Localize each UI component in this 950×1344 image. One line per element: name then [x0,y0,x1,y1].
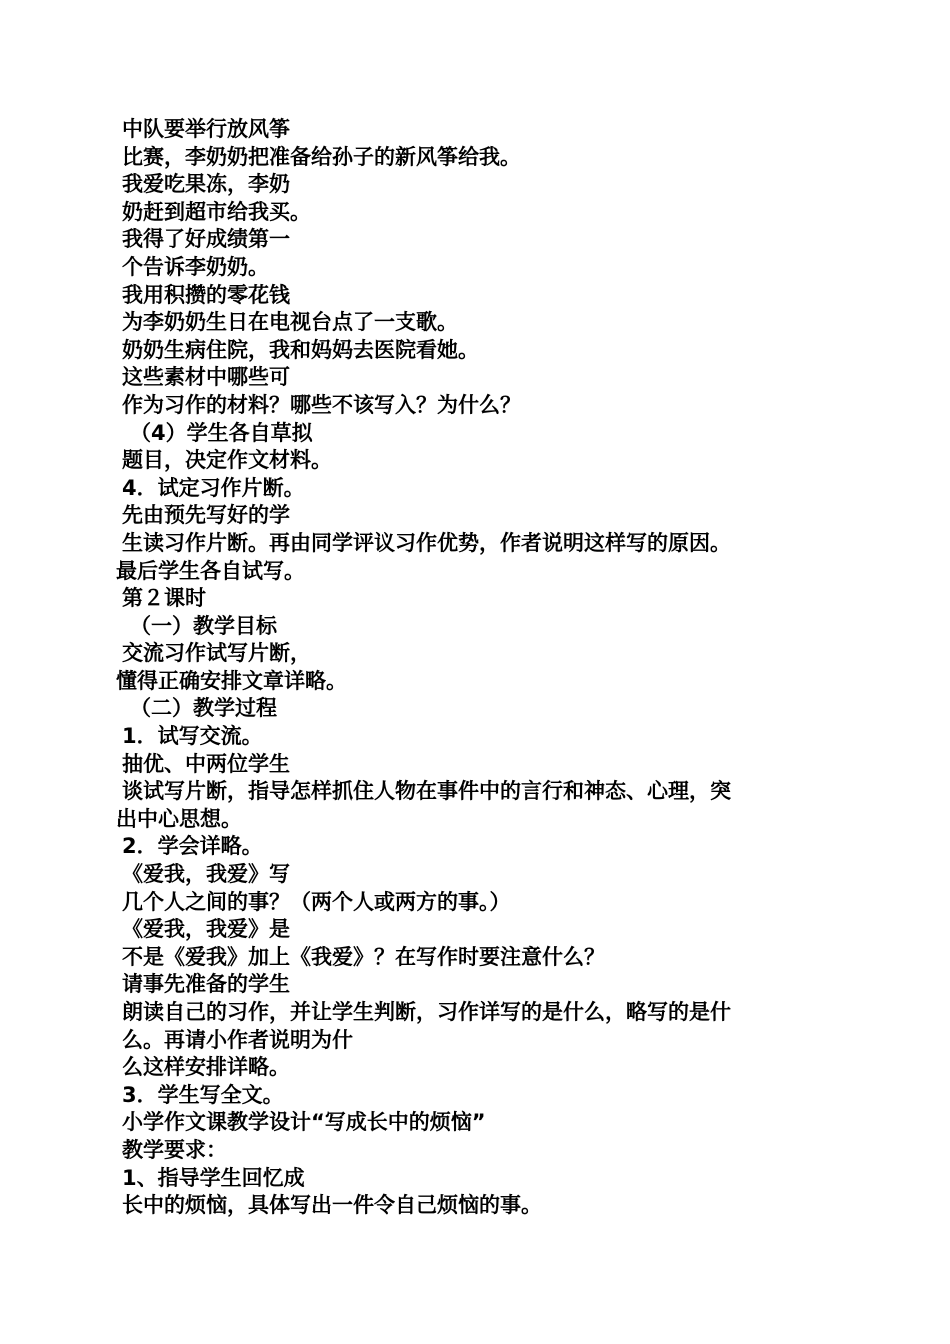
text-line: 谈试写片断，指导怎样抓住人物在事件中的言行和神态、心理，突 [122,779,731,804]
text-line: 长中的烦恼，具体写出一件令自己烦恼的事。 [122,1193,542,1218]
text-line: 4．试定习作片断。 [122,475,305,500]
text-line: 比赛，李奶奶把准备给孙子的新风筝给我。 [122,144,521,169]
text-line: 奶奶生病住院，我和妈妈去医院看她。 [122,337,479,362]
text-line: 请事先准备的学生 [122,972,290,997]
text-line: 作为习作的材料？哪些不该写入？为什么？ [122,392,521,417]
text-line: （二）教学过程 [130,696,277,721]
text-line: 交流习作试写片断， [122,641,311,666]
text-line: 个告诉李奶奶。 [122,254,269,279]
text-line: 奶赶到超市给我买。 [122,199,311,224]
text-line: 第２课时 [122,586,206,611]
text-line: 最后学生各自试写。 [116,558,305,583]
text-line: 3．学生写全文。 [122,1082,284,1107]
text-line: 懂得正确安排文章详略。 [116,668,347,693]
text-line: 《爱我，我爱》是 [122,917,290,942]
text-line: 抽优、中两位学生 [122,751,290,776]
text-line: 先由预先写好的学 [122,503,290,528]
text-line: 《爱我，我爱》写 [122,862,290,887]
text-line: 朗读自己的习作，并让学生判断，习作详写的是什么，略写的是什 [122,1000,731,1024]
text-line: 生读习作片断。再由同学评议习作优势，作者说明这样写的原因。 [122,530,731,555]
text-line: 中队要举行放风筝 [122,117,290,141]
text-line: 题目，决定作文材料。 [122,448,332,473]
text-line: 1、指导学生回忆成 [122,1165,305,1190]
lesson-plan-text [116,116,836,1220]
text-line: 么。再请小作者说明为什 [122,1027,353,1052]
text-line: 这些素材中哪些可 [122,365,290,390]
text-line: 几个人之间的事？（两个人或两方的事。） [122,889,511,914]
text-line: （一）教学目标 [130,613,277,638]
text-line: 我用积攒的零花钱 [122,282,290,307]
text-line: 我爱吃果冻，李奶 [122,172,290,197]
text-line: 出中心思想。 [116,806,242,831]
text-line: 2．学会详略。 [122,834,263,859]
text-line: 教学要求： [122,1137,227,1162]
text-line: 不是《爱我》加上《我爱》？在写作时要注意什么？ [122,944,605,969]
text-line: 1．试写交流。 [122,724,263,749]
text-line: 么这样安排详略。 [122,1055,290,1080]
text-line: 为李奶奶生日在电视台点了一支歌。 [122,310,458,335]
text-line: 我得了好成绩第一 [122,227,290,252]
text-line: 小学作文课教学设计“写成长中的烦恼” [122,1110,486,1135]
text-line: （4）学生各自草拟 [130,420,313,445]
